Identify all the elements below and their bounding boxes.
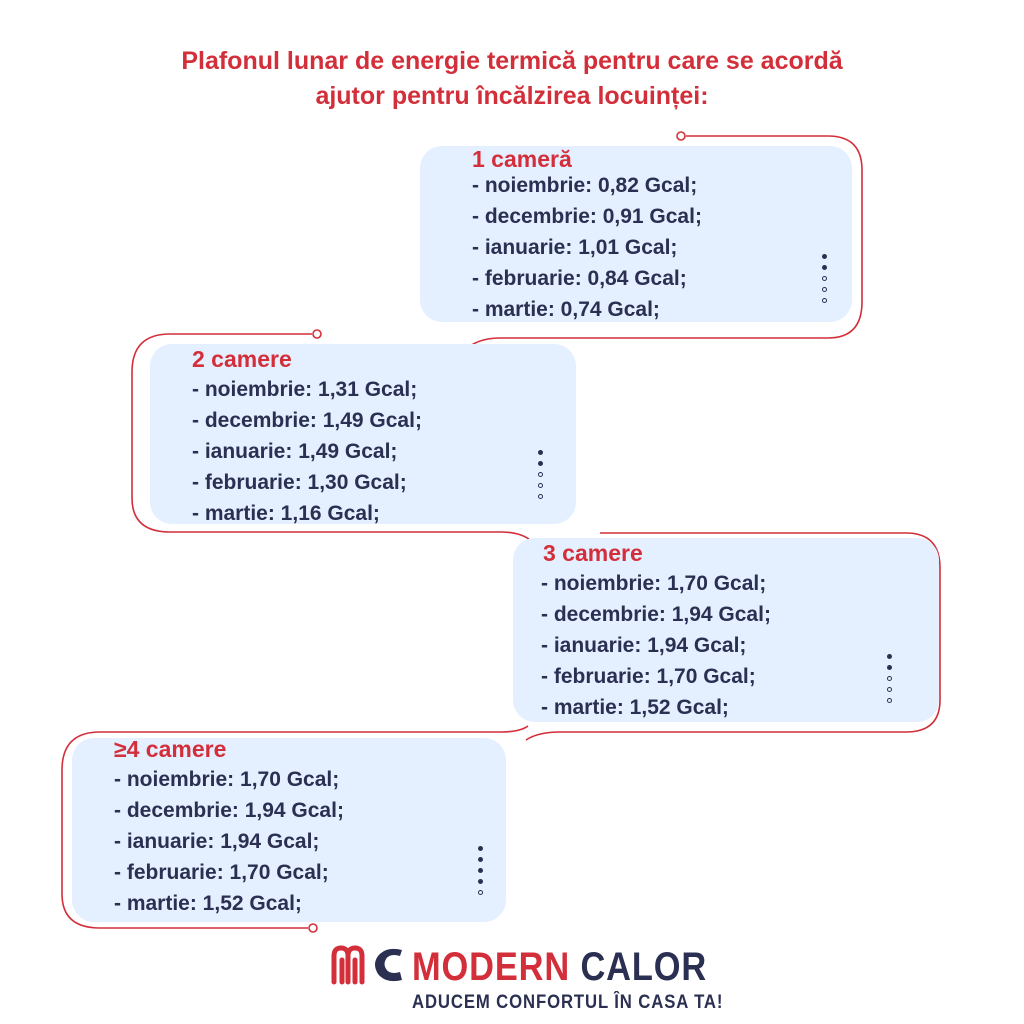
list-item: - noiembrie: 1,31 Gcal; — [192, 378, 418, 401]
card-3-camere — [513, 538, 939, 722]
list-item: - martie: 1,16 Gcal; — [192, 502, 380, 525]
dots-icon — [887, 654, 895, 709]
connector-dot-1 — [677, 132, 685, 140]
dots-icon — [538, 450, 546, 505]
list-item: - ianuarie: 1,01 Gcal; — [472, 236, 678, 259]
title-line-2: ajutor pentru încălzirea locuinței: — [315, 82, 709, 110]
list-item: - noiembrie: 1,70 Gcal; — [114, 768, 340, 791]
card-heading: 2 camere — [192, 346, 292, 372]
brand-name — [412, 945, 707, 990]
card-list — [192, 374, 422, 529]
list-item: - noiembrie: 0,82 Gcal; — [472, 174, 698, 197]
list-item: - decembrie: 0,91 Gcal; — [472, 205, 702, 228]
card-2-camere — [150, 344, 576, 524]
card-heading: 1 cameră — [472, 146, 572, 172]
card-heading: 3 camere — [543, 540, 643, 566]
brand-second: CALOR — [580, 945, 708, 989]
list-item: - ianuarie: 1,94 Gcal; — [114, 830, 320, 853]
list-item: - februarie: 1,70 Gcal; — [114, 861, 329, 884]
card-list — [114, 764, 344, 919]
modern-calor-logo-icon — [328, 942, 406, 986]
list-item: - martie: 1,52 Gcal; — [541, 696, 729, 719]
card-list — [472, 170, 702, 325]
list-item: - februarie: 1,30 Gcal; — [192, 471, 407, 494]
title-line-1: Plafonul lunar de energie termică pentru care se acordă — [181, 47, 843, 75]
list-item: - decembrie: 1,94 Gcal; — [114, 799, 344, 822]
list-item: - februarie: 1,70 Gcal; — [541, 665, 756, 688]
card-4-camere — [72, 738, 506, 922]
list-item: - martie: 1,52 Gcal; — [114, 892, 302, 915]
list-item: - ianuarie: 1,49 Gcal; — [192, 440, 398, 463]
connector-dot-2 — [313, 330, 321, 338]
connector-dot-4 — [309, 924, 317, 932]
list-item: - februarie: 0,84 Gcal; — [472, 267, 687, 290]
list-item: - ianuarie: 1,94 Gcal; — [541, 634, 747, 657]
list-item: - decembrie: 1,94 Gcal; — [541, 603, 771, 626]
dots-icon — [478, 846, 486, 901]
card-list — [541, 568, 771, 723]
card-heading: ≥4 camere — [114, 736, 227, 762]
list-item: - decembrie: 1,49 Gcal; — [192, 409, 422, 432]
brand-tagline: ADUCEM CONFORTUL ÎN CASA TA! — [412, 992, 724, 1013]
list-item: - noiembrie: 1,70 Gcal; — [541, 572, 767, 595]
brand-first: MODERN — [412, 945, 571, 989]
list-item: - martie: 0,74 Gcal; — [472, 298, 660, 321]
dots-icon — [822, 254, 830, 309]
card-1-camera — [420, 146, 852, 322]
